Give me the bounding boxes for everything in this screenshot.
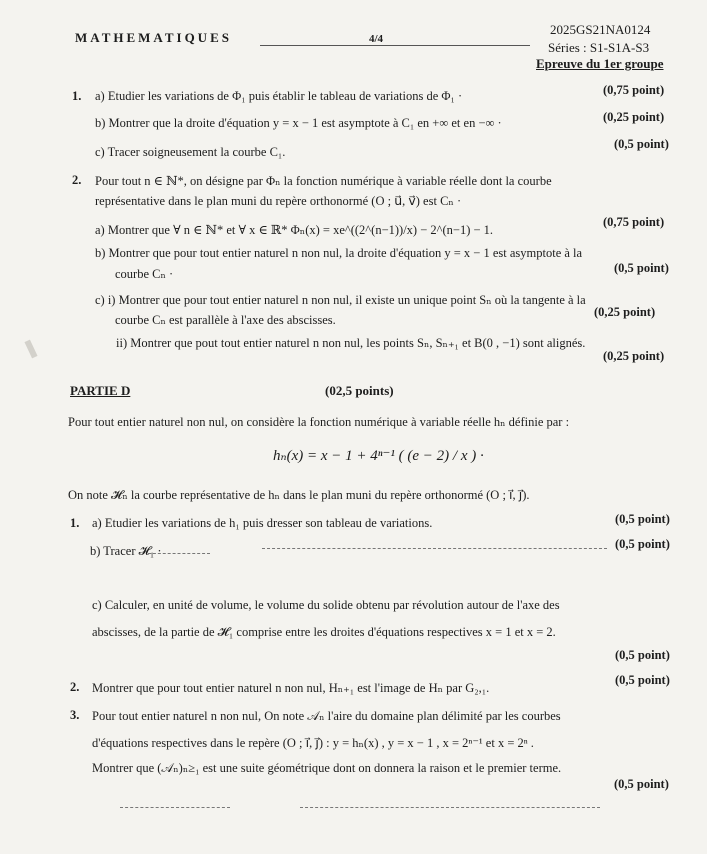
part-heading: PARTIE D <box>70 383 131 398</box>
dashed-line <box>300 807 600 808</box>
question-number: 3. <box>70 708 80 722</box>
question-text: Pour tout n ∈ ℕ*, on désigne par Φₙ la fonction numérique à variable réelle dont la courbe <box>95 174 552 188</box>
question-text: a) Etudier les variations de h₁ puis dresser son tableau de variations. <box>92 516 433 530</box>
dashed-line <box>120 807 230 808</box>
question-points: (0,5 point) <box>615 512 670 526</box>
dashed-line <box>148 553 210 554</box>
question-text: représentative dans le plan muni du repère orthonormé (O ; u⃗, v⃗) est Cₙ · <box>95 194 462 208</box>
exam-session: Epreuve du 1er groupe <box>536 56 664 71</box>
question-number: 2. <box>72 173 82 187</box>
dashed-line <box>262 548 607 549</box>
question-number: 1. <box>72 89 82 103</box>
question-text: d'équations respectives dans le repère (O ; i⃗, j⃗) : y = hₙ(x) , y = x − 1 , x = 2ⁿ⁻¹ et x = 2ⁿ . <box>92 736 534 750</box>
header-rule <box>260 45 530 46</box>
question-points: (0,75 point) <box>603 215 665 229</box>
paper-mark <box>24 340 37 359</box>
part-points: (02,5 points) <box>325 383 394 398</box>
question-points: (0,5 point) <box>614 261 669 275</box>
question-points: (0,25 point) <box>603 110 665 124</box>
question-number: 2. <box>70 680 80 694</box>
question-text: Montrer que pour tout entier naturel n non nul, Hₙ₊₁ est l'image de Hₙ par G₂,₁. <box>92 681 490 695</box>
question-text: c) Calculer, en unité de volume, le volume du solide obtenu par révolution autour de l'axe des <box>92 598 560 612</box>
page-number: 4/4 <box>369 33 384 45</box>
question-text: b) Montrer que la droite d'équation y = x − 1 est asymptote à C₁ en +∞ et en −∞ · <box>95 116 502 130</box>
exam-series: Séries : S1-S1A-S3 <box>548 40 650 55</box>
question-text: b) Tracer 𝓗₁ · <box>90 544 162 558</box>
question-text: ii) Montrer que pout tout entier naturel n non nul, les points Sₙ, Sₙ₊₁ et B(0 , −1) sont alignés. <box>116 336 586 350</box>
question-points: (0,75 point) <box>603 83 665 97</box>
question-points: (0,5 point) <box>615 648 670 662</box>
question-text: courbe Cₙ est parallèle à l'axe des abscisses. <box>115 313 336 327</box>
question-points: (0,25 point) <box>594 305 656 319</box>
question-points: (0,5 point) <box>614 777 669 791</box>
question-text: abscisses, de la partie de 𝓗₁ comprise entre les droites d'équations respectives x = 1 et x = 2. <box>92 625 556 639</box>
question-text: a) Montrer que ∀ n ∈ ℕ* et ∀ x ∈ ℝ* Φₙ(x) = xe^((2^(n−1))/x) − 2^(n−1) − 1. <box>95 223 494 237</box>
question-text: c) Tracer soigneusement la courbe C₁. <box>95 145 286 159</box>
question-text: a) Etudier les variations de Φ₁ puis établir le tableau de variations de Φ₁ · <box>95 89 463 103</box>
question-text: Montrer que (𝒜ₙ)ₙ≥₁ est une suite géométrique dont on donnera la raison et le premier terme. <box>92 761 562 775</box>
question-points: (0,5 point) <box>615 537 670 551</box>
part-intro: Pour tout entier naturel non nul, on considère la fonction numérique à variable réelle hₙ définie par : <box>68 415 570 429</box>
question-points: (0,5 point) <box>614 137 669 151</box>
question-text: b) Montrer que pour tout entier naturel n non nul, la droite d'équation y = x − 1 est asymptote à la <box>95 246 583 260</box>
exam-code: 2025GS21NA0124 <box>550 22 651 37</box>
function-formula: hₙ(x) = x − 1 + 4ⁿ⁻¹ ( (e − 2) / x ) · <box>273 448 484 464</box>
curve-note: On note 𝓗ₙ la courbe représentative de hₙ dans le plan muni du repère orthonormé (O ; i⃗, j⃗). <box>68 488 530 502</box>
question-text: c) i) Montrer que pour tout entier naturel n non nul, il existe un unique point Sₙ où la tangente à la <box>95 293 586 307</box>
subject-title: MATHEMATIQUES <box>75 30 232 45</box>
question-number: 1. <box>70 516 80 530</box>
question-points: (0,5 point) <box>615 673 670 687</box>
question-text: courbe Cₙ · <box>115 267 174 281</box>
question-points: (0,25 point) <box>603 349 665 363</box>
question-text: Pour tout entier naturel n non nul, On note 𝒜ₙ l'aire du domaine plan délimité par les courbes <box>92 709 561 723</box>
